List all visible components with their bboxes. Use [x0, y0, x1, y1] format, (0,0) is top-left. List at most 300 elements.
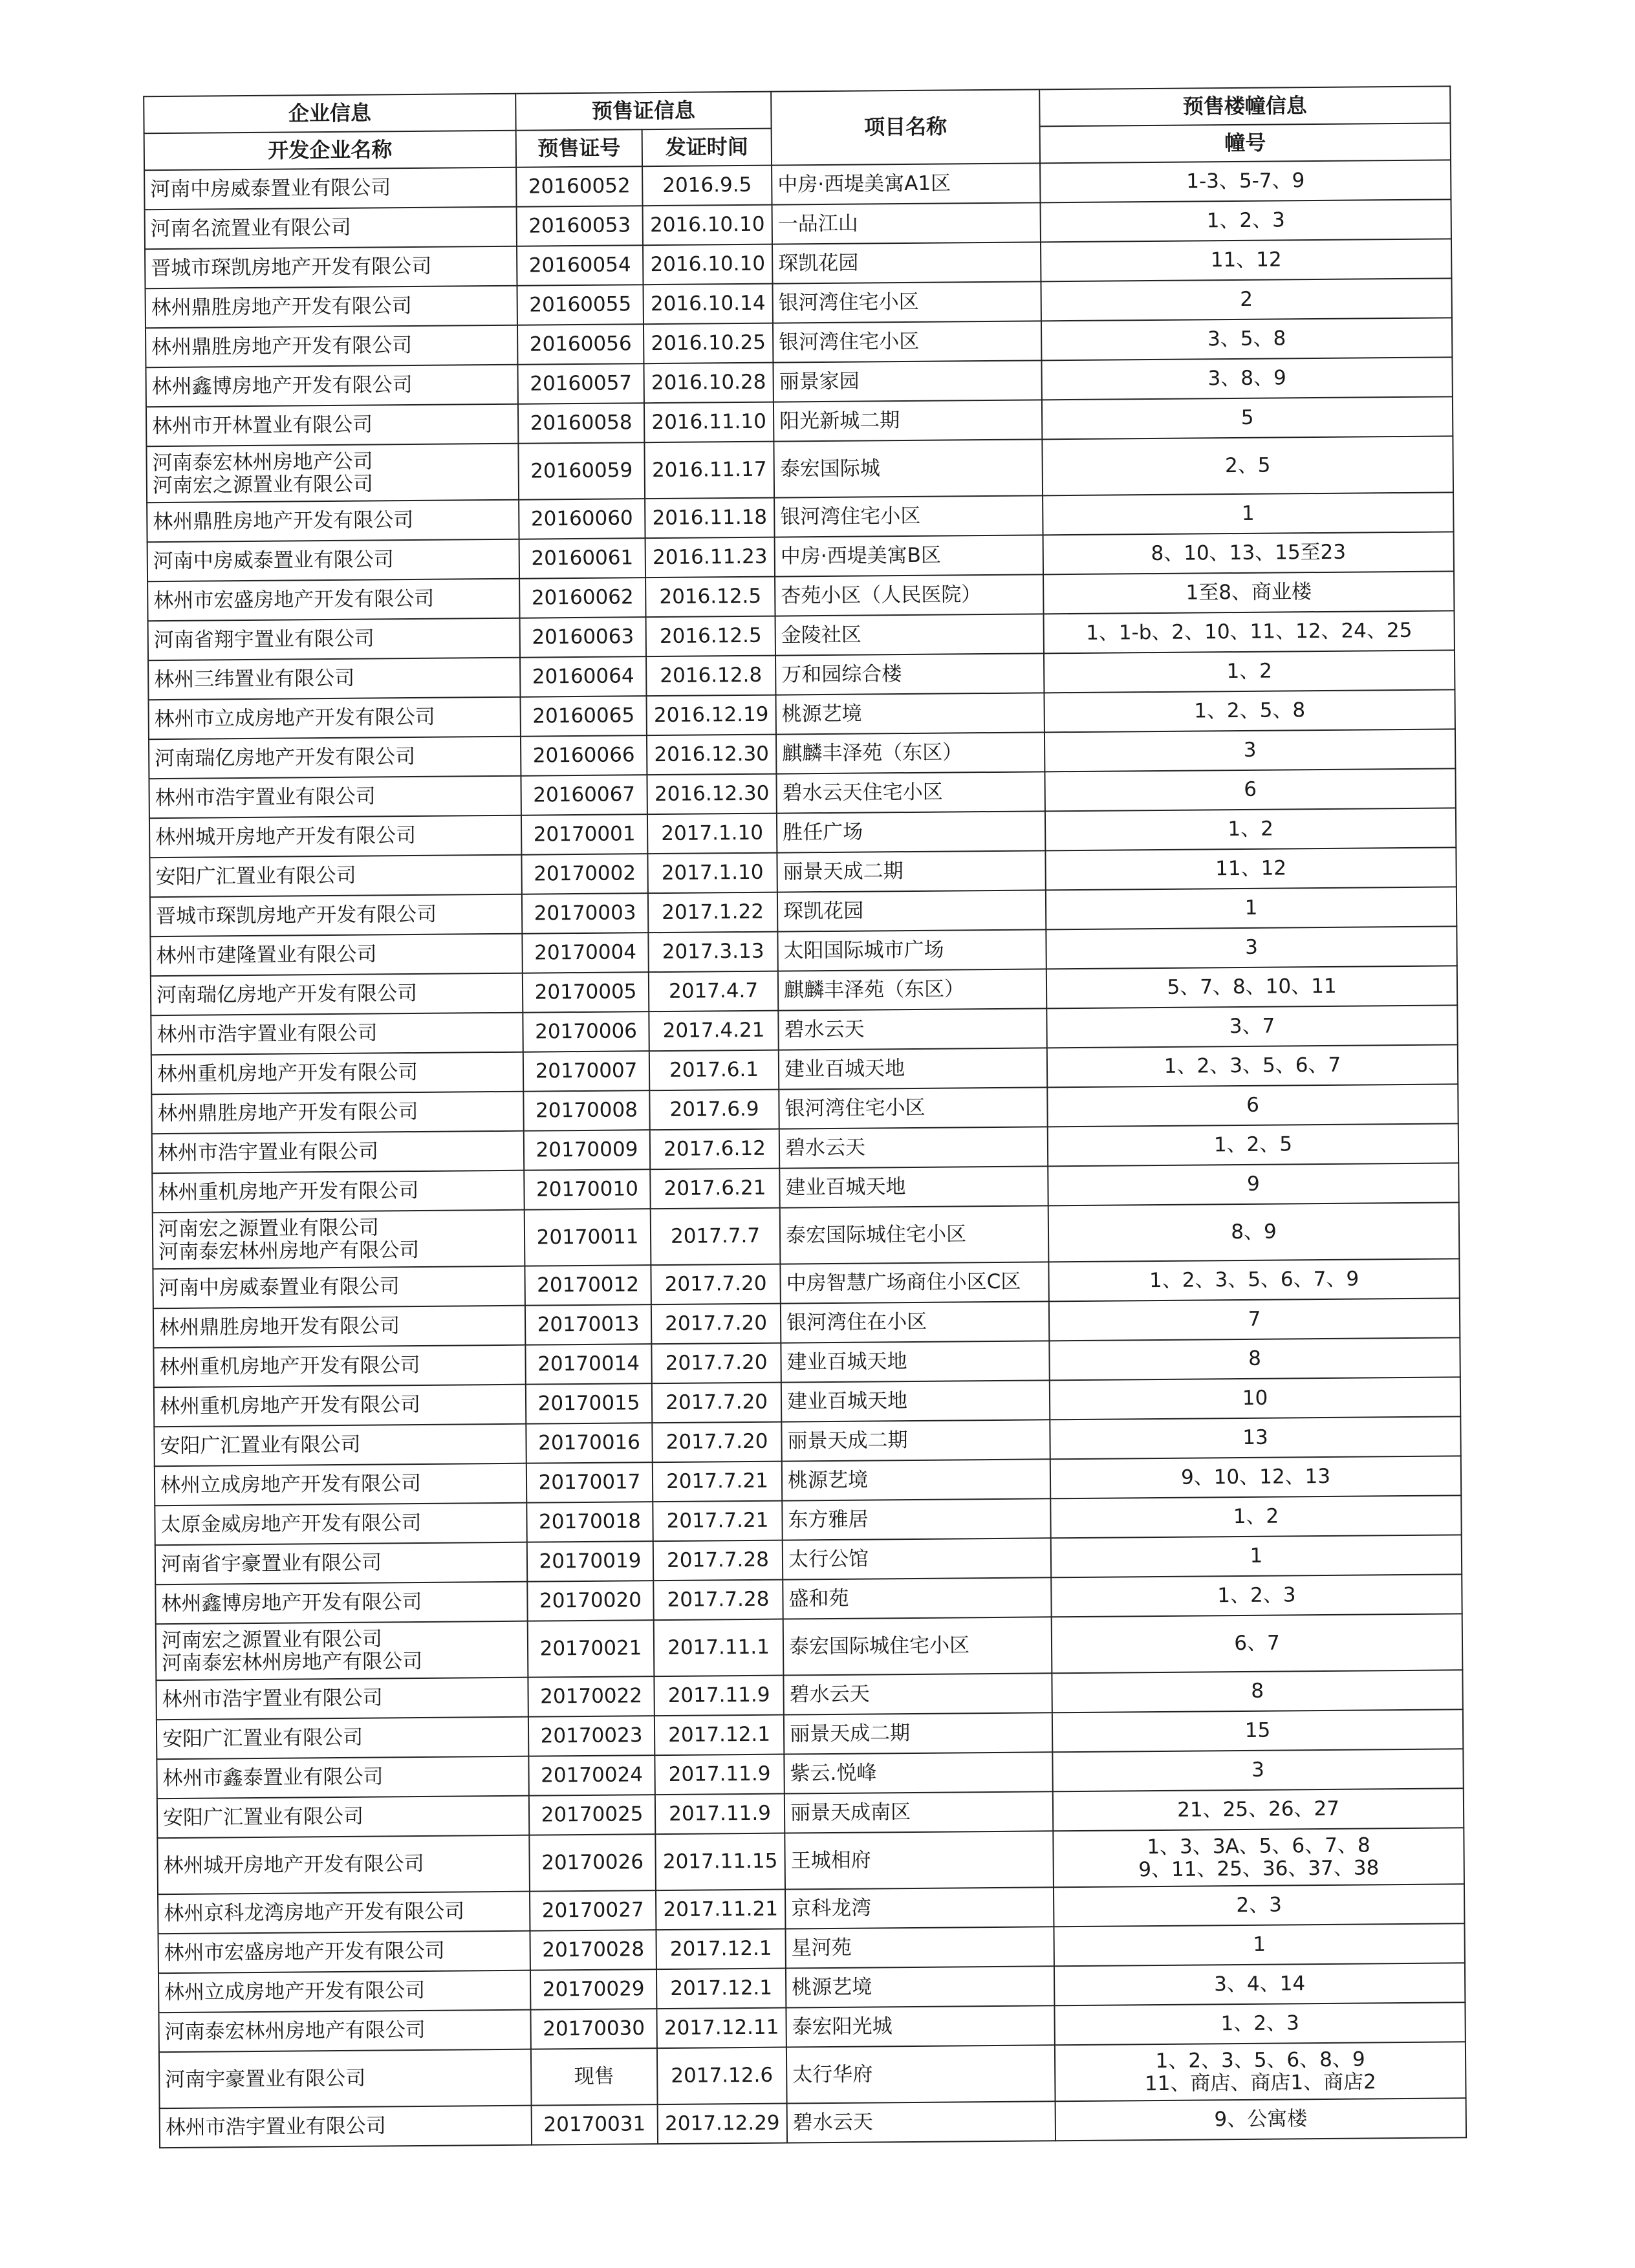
- header-issue-date: 发证时间: [642, 129, 772, 167]
- issue-date-cell: 2017.6.9: [649, 1090, 779, 1130]
- permit-no-cell: 20160061: [519, 538, 645, 579]
- project-name-cell: 一品江山: [772, 202, 1041, 244]
- developer-name: 河南省翔宇置业有限公司: [153, 627, 374, 653]
- table-row: [153, 1202, 1460, 1269]
- permit-no-cell: 20170020: [527, 1581, 653, 1621]
- building-numbers: 6: [1244, 777, 1257, 802]
- project-name-cell: 碧水云天住宅小区: [776, 772, 1045, 813]
- project-name-cell: 太阳国际城市广场: [777, 929, 1046, 971]
- developer-name: 林州市建隆置业有限公司: [156, 942, 377, 968]
- building-numbers: 3: [1243, 738, 1257, 762]
- building-no-cell: [1045, 847, 1456, 890]
- building-numbers: 8、9: [1231, 1220, 1277, 1244]
- building-no-cell: [1046, 1005, 1457, 1048]
- developer-name-cell: [160, 2106, 532, 2148]
- permit-no-cell: 20170008: [523, 1090, 649, 1131]
- building-numbers: 6: [1246, 1093, 1259, 1118]
- permit-no-cell: 20170012: [525, 1265, 651, 1306]
- permit-no-cell: 20160064: [520, 656, 646, 697]
- developer-name-cell: [149, 776, 521, 819]
- developer-name: 林州重机房地产开发有限公司: [159, 1354, 420, 1379]
- developer-name-cell: [155, 1463, 526, 1506]
- building-numbers: 1、2: [1226, 659, 1273, 684]
- building-numbers: 3、7: [1229, 1014, 1275, 1039]
- header-presale-info: 预售证信息: [515, 92, 771, 131]
- developer-name-cell: [151, 1092, 523, 1134]
- developer-name: 林州三纬置业有限公司: [154, 666, 355, 692]
- project-name-cell: 星河苑: [785, 1927, 1054, 1968]
- permit-no-cell: 20170029: [530, 1969, 656, 2010]
- issue-date-cell: 2017.1.22: [648, 892, 777, 933]
- project-name-cell: 建业百城天地: [781, 1341, 1049, 1382]
- developer-name: 林州市宏盛房地产开发有限公司: [153, 587, 435, 613]
- building-no-cell: [1054, 1923, 1464, 1966]
- developer-name: 林州立成房地产开发有限公司: [164, 1979, 426, 2005]
- developer-name: 河南省宇豪置业有限公司: [160, 1551, 382, 1577]
- developer-name: 河南中房威泰置业有限公司: [153, 548, 394, 574]
- developer-name-cell: [155, 1542, 527, 1585]
- building-numbers: 1、2、3: [1220, 2011, 1299, 2036]
- permit-no-cell: 20170010: [524, 1169, 650, 1210]
- building-no-cell: [1045, 729, 1455, 772]
- building-no-cell: [1048, 1123, 1458, 1166]
- building-no-cell: [1043, 492, 1453, 535]
- developer-name-cell: [153, 1210, 525, 1269]
- building-no-cell: [1054, 1963, 1465, 2005]
- permit-no-cell: 20160060: [519, 499, 645, 539]
- permit-no-cell: 20160063: [520, 617, 646, 658]
- developer-name: 河南泰宏林州房地产有限公司: [158, 1238, 420, 1264]
- developer-name: 林州重机房地产开发有限公司: [158, 1179, 419, 1205]
- project-name-cell: 太行华府: [786, 2045, 1056, 2103]
- building-numbers: 1: [1253, 1932, 1266, 1957]
- permit-no-cell: 20170023: [528, 1716, 655, 1756]
- issue-date-cell: 2016.12.8: [646, 656, 775, 697]
- building-no-cell: [1052, 1670, 1462, 1712]
- building-no-cell: [1044, 689, 1455, 732]
- building-no-cell: [1052, 1709, 1463, 1752]
- building-numbers: 3、5、8: [1207, 327, 1286, 351]
- building-no-cell: [1052, 1749, 1463, 1791]
- permit-no-cell: 20160066: [521, 735, 647, 776]
- issue-date-cell: 2016.10.10: [643, 244, 772, 285]
- building-numbers: 2: [1240, 287, 1253, 312]
- issue-date-cell: 2017.7.20: [651, 1343, 781, 1384]
- project-name-cell: 中房·西堤美寓A1区: [772, 163, 1040, 204]
- project-name-cell: 琛凯花园: [772, 242, 1041, 283]
- developer-name: 林州市浩宇置业有限公司: [155, 784, 376, 810]
- building-numbers: 1至8、商业楼: [1186, 580, 1312, 605]
- issue-date-cell: 2017.6.12: [650, 1129, 779, 1170]
- permit-no-cell: 20170013: [525, 1304, 651, 1345]
- issue-date-cell: 2017.4.7: [649, 971, 778, 1012]
- issue-date-cell: 2017.7.20: [651, 1304, 781, 1345]
- permit-no-cell: 20170024: [528, 1755, 655, 1796]
- building-no-cell: [1041, 199, 1451, 242]
- building-numbers: 1、2、3、5、6、7: [1164, 1053, 1341, 1079]
- issue-date-cell: 2017.1.10: [647, 853, 777, 894]
- developer-name: 林州鑫博房地产开发有限公司: [151, 373, 413, 399]
- project-name-cell: 银河湾住在小区: [781, 1301, 1049, 1343]
- developer-name-cell: [147, 539, 519, 582]
- permit-no-cell: 20160054: [517, 245, 643, 286]
- developer-name-cell: [156, 1678, 528, 1720]
- permit-no-cell: 20170018: [526, 1502, 653, 1542]
- building-numbers: 10: [1242, 1386, 1268, 1410]
- project-name-cell: 万和园综合楼: [775, 653, 1044, 695]
- building-numbers: 9、公寓楼: [1214, 2107, 1308, 2132]
- permit-no-cell: 20170014: [525, 1344, 651, 1385]
- issue-date-cell: 2017.12.29: [658, 2104, 787, 2144]
- developer-name: 河南泰宏林州房地产公司: [152, 449, 373, 475]
- building-no-cell: [1046, 926, 1456, 969]
- developer-name-cell: [155, 1582, 527, 1625]
- project-name-cell: 丽景天成二期: [777, 850, 1045, 892]
- permit-no-cell: 20160052: [516, 166, 642, 207]
- project-name-cell: 碧水云天: [778, 1008, 1046, 1050]
- building-no-cell: [1043, 532, 1454, 574]
- issue-date-cell: 2017.12.1: [655, 1715, 784, 1756]
- issue-date-cell: 2017.6.21: [650, 1169, 779, 1209]
- developer-name: 晋城市琛凯房地产开发有限公司: [155, 902, 437, 929]
- permit-no-cell: 20170021: [528, 1620, 655, 1678]
- header-permit-no: 预售证号: [516, 129, 642, 167]
- developer-name-cell: [146, 404, 518, 447]
- project-name-cell: 金陵社区: [775, 614, 1044, 655]
- issue-date-cell: 2017.4.21: [649, 1011, 778, 1052]
- developer-name-cell: [154, 1424, 526, 1467]
- developer-name: 林州鼎胜房地产开发有限公司: [157, 1100, 418, 1126]
- building-no-cell: [1055, 2042, 1466, 2101]
- developer-name: 河南宇豪置业有限公司: [165, 2066, 366, 2092]
- project-name-cell: 阳光新城二期: [774, 400, 1042, 441]
- project-name-cell: 丽景家园: [773, 360, 1041, 402]
- issue-date-cell: 2017.12.6: [657, 2047, 787, 2105]
- project-name-cell: 泰宏国际城住宅小区: [780, 1205, 1049, 1264]
- developer-name-cell: [151, 1013, 523, 1055]
- permit-no-cell: 20170002: [521, 854, 647, 894]
- building-numbers: 1-3、5-7、9: [1186, 169, 1305, 193]
- developer-name-cell: [152, 1171, 524, 1213]
- permit-no-cell: 20170026: [529, 1834, 656, 1892]
- permit-no-cell: 20170016: [526, 1423, 652, 1463]
- developer-name: 河南宏之源置业有限公司: [158, 1216, 380, 1241]
- developer-name-cell: [152, 1131, 524, 1174]
- project-name-cell: 胜任广场: [777, 811, 1045, 852]
- building-no-cell: [1050, 1416, 1460, 1459]
- building-numbers: 5、7、8、10、11: [1167, 974, 1337, 1000]
- building-numbers: 1、2、5: [1213, 1132, 1293, 1157]
- building-no-cell: [1042, 436, 1453, 495]
- building-no-cell: [1048, 1163, 1458, 1205]
- project-name-cell: 泰宏国际城: [774, 439, 1043, 497]
- issue-date-cell: 2017.11.15: [655, 1833, 785, 1891]
- issue-date-cell: 2017.7.20: [651, 1264, 780, 1305]
- developer-name-cell: [153, 1306, 525, 1348]
- building-no-cell: [1042, 396, 1453, 439]
- developer-name: 河南名流置业有限公司: [150, 215, 351, 241]
- building-numbers: 8、10、13、15至23: [1151, 540, 1347, 566]
- developer-name-cell: [158, 1892, 530, 1934]
- project-name-cell: 杏苑小区（人民医院）: [775, 574, 1043, 616]
- developer-name: 河南宏之源置业有限公司: [161, 1627, 383, 1652]
- issue-date-cell: 2017.11.9: [655, 1755, 784, 1795]
- developer-name: 太原金威房地产开发有限公司: [160, 1511, 422, 1537]
- building-numbers: 21、25、26、27: [1177, 1797, 1340, 1822]
- developer-name-cell: [157, 1835, 530, 1895]
- developer-name: 晋城市琛凯房地产开发有限公司: [151, 254, 432, 281]
- building-no-cell: [1053, 1788, 1464, 1831]
- issue-date-cell: 2016.10.14: [643, 284, 772, 325]
- permit-no-cell: 20170006: [523, 1011, 649, 1052]
- building-numbers: 1、2、3、5、6、7、9: [1149, 1267, 1359, 1293]
- developer-name-cell: [145, 207, 517, 250]
- developer-name-cell: [155, 1503, 526, 1546]
- building-no-cell: [1046, 966, 1457, 1008]
- developer-name-cell: [146, 365, 517, 407]
- project-name-cell: 京科龙湾: [785, 1887, 1054, 1928]
- developer-name-cell: [151, 973, 523, 1016]
- building-no-cell: [1040, 160, 1451, 202]
- building-no-cell: [1050, 1495, 1461, 1538]
- issue-date-cell: 2017.11.1: [654, 1619, 784, 1677]
- project-name-cell: 丽景天成南区: [785, 1791, 1053, 1833]
- project-name-cell: 碧水云天: [783, 1673, 1052, 1714]
- issue-date-cell: 2016.12.30: [647, 774, 776, 815]
- building-numbers: 3、8、9: [1207, 366, 1286, 391]
- permit-no-cell: 20170019: [527, 1541, 653, 1582]
- issue-date-cell: 2017.1.10: [647, 814, 777, 854]
- table-row: [156, 1614, 1463, 1680]
- issue-date-cell: 2016.11.10: [644, 402, 774, 443]
- permit-no-cell: 20170025: [529, 1795, 655, 1835]
- table-row: [146, 436, 1453, 502]
- developer-name: 林州市鑫泰置业有限公司: [162, 1765, 384, 1791]
- building-numbers: 5: [1240, 405, 1254, 430]
- project-name-cell: 中房智慧广场商住小区C区: [780, 1262, 1048, 1303]
- project-name-cell: 建业百城天地: [781, 1380, 1050, 1421]
- developer-name-cell: [148, 658, 520, 700]
- developer-name-cell: [147, 500, 519, 543]
- project-name-cell: 王城相府: [785, 1831, 1054, 1889]
- permit-no-cell: 20170028: [530, 1930, 656, 1971]
- developer-name-cell: [145, 246, 517, 289]
- building-numbers: 9、10、12、13: [1180, 1465, 1331, 1489]
- developer-name-cell: [149, 815, 521, 858]
- developer-name-cell: [157, 1717, 528, 1760]
- building-no-cell: [1054, 1884, 1464, 1927]
- project-name-cell: 桃源艺境: [782, 1459, 1050, 1500]
- developer-name: 林州京科龙湾房地产开发有限公司: [164, 1899, 465, 1926]
- permit-no-cell: 20160065: [520, 696, 646, 737]
- building-no-cell: [1049, 1337, 1460, 1380]
- developer-name: 林州城开房地产开发有限公司: [155, 824, 417, 850]
- developer-name-cell: [153, 1345, 525, 1388]
- permit-no-cell: 20160059: [518, 442, 645, 500]
- developer-name-cell: [150, 894, 522, 937]
- building-no-cell: [1044, 650, 1455, 693]
- building-numbers: 2、5: [1224, 453, 1271, 478]
- building-numbers: 1、1-b、2、10、11、12、24、25: [1085, 619, 1413, 645]
- developer-name: 河南泰宏林州房地产有限公司: [164, 2018, 426, 2044]
- building-numbers: 13: [1242, 1425, 1268, 1450]
- project-name-cell: 银河湾住宅小区: [779, 1087, 1047, 1129]
- issue-date-cell: 2017.7.21: [653, 1462, 782, 1502]
- issue-date-cell: 2017.7.7: [651, 1208, 781, 1266]
- developer-name-cell: [146, 286, 517, 329]
- issue-date-cell: 2016.11.17: [644, 442, 774, 499]
- developer-name-cell: [149, 855, 521, 898]
- building-numbers: 11、商店、商店1、商店2: [1144, 2069, 1376, 2095]
- building-no-cell: [1047, 1044, 1458, 1087]
- permit-no-cell: 20170011: [525, 1209, 651, 1266]
- developer-name: 林州市宏盛房地产开发有限公司: [164, 1939, 445, 1965]
- issue-date-cell: 2016.11.18: [645, 498, 774, 539]
- project-name-cell: 丽景天成二期: [781, 1420, 1050, 1461]
- building-no-cell: [1043, 571, 1454, 614]
- developer-name: 林州立成房地产开发有限公司: [160, 1472, 422, 1498]
- building-numbers: 2、3: [1236, 1893, 1283, 1917]
- project-name-cell: 银河湾住宅小区: [774, 495, 1043, 537]
- developer-name-cell: [154, 1385, 526, 1427]
- permit-no-cell: 20170003: [522, 893, 648, 934]
- project-name-cell: 建业百城天地: [779, 1166, 1048, 1207]
- project-name-cell: 银河湾住宅小区: [773, 321, 1041, 362]
- permit-no-cell: 20160056: [517, 324, 644, 365]
- developer-name: 林州鼎胜房地产开发有限公司: [151, 334, 413, 360]
- building-no-cell: [1048, 1258, 1459, 1301]
- issue-date-cell: 2017.7.28: [653, 1540, 783, 1581]
- building-numbers: 11、12: [1215, 856, 1287, 881]
- developer-name-cell: [148, 618, 520, 661]
- building-numbers: 15: [1244, 1718, 1271, 1743]
- developer-name: 河南泰宏林州房地产有限公司: [162, 1649, 423, 1675]
- developer-name: 林州市开林置业有限公司: [152, 413, 373, 438]
- developer-name-cell: [158, 2010, 530, 2053]
- issue-date-cell: 2017.12.1: [656, 1969, 786, 2009]
- building-numbers: 6、7: [1234, 1631, 1280, 1656]
- issue-date-cell: 2016.11.23: [645, 537, 775, 578]
- developer-name: 河南中房威泰置业有限公司: [158, 1275, 400, 1301]
- developer-name: 林州市浩宇置业有限公司: [165, 2114, 386, 2140]
- developer-name: 河南瑞亿房地产开发有限公司: [156, 982, 418, 1008]
- developer-name-cell: [150, 934, 522, 977]
- building-no-cell: [1050, 1377, 1460, 1420]
- project-name-cell: 银河湾住宅小区: [772, 281, 1041, 323]
- header-enterprise-info: 企业信息: [144, 94, 515, 134]
- permit-no-cell: 20170001: [521, 814, 647, 855]
- project-name-cell: 桃源艺境: [775, 693, 1044, 734]
- developer-name-cell: [157, 1796, 529, 1839]
- building-numbers: 3: [1251, 1758, 1265, 1782]
- building-numbers: 11、12: [1210, 248, 1282, 272]
- building-numbers: 1、2: [1233, 1504, 1279, 1529]
- building-no-cell: [1048, 1202, 1460, 1262]
- building-no-cell: [1053, 1828, 1464, 1887]
- building-no-cell: [1049, 1298, 1460, 1341]
- issue-date-cell: 2016.9.5: [642, 166, 772, 206]
- developer-name: 安阳广汇置业有限公司: [162, 1725, 363, 1751]
- issue-date-cell: 2016.12.30: [647, 735, 776, 775]
- issue-date-cell: 2017.12.1: [656, 1929, 785, 1970]
- developer-name-cell: [158, 1971, 530, 2013]
- table-row: [159, 2042, 1466, 2108]
- project-name-cell: 麒麟丰泽苑（东区）: [776, 732, 1045, 773]
- building-numbers: 9、11、25、36、37、38: [1138, 1855, 1380, 1881]
- building-no-cell: [1056, 2098, 1466, 2141]
- issue-date-cell: 2016.10.25: [644, 323, 773, 364]
- issue-date-cell: 2017.11.9: [654, 1676, 783, 1716]
- presale-permit-table: [143, 85, 1467, 2148]
- building-numbers: 1: [1241, 501, 1255, 526]
- building-no-cell: [1041, 357, 1452, 400]
- developer-name: 安阳广汇置业有限公司: [162, 1804, 364, 1830]
- building-numbers: 8: [1248, 1346, 1262, 1371]
- project-name-cell: 麒麟丰泽苑（东区）: [778, 969, 1046, 1010]
- permit-no-cell: 20160067: [521, 775, 647, 815]
- permit-no-cell: 20160053: [517, 206, 643, 246]
- building-no-cell: [1046, 887, 1456, 929]
- building-numbers: 1、2、3: [1217, 1583, 1296, 1608]
- issue-date-cell: 2017.7.21: [653, 1501, 782, 1542]
- header-building-no: 幢号: [1040, 123, 1451, 163]
- building-numbers: 1、2、3: [1206, 208, 1285, 233]
- permit-no-cell: 现售: [531, 2048, 658, 2106]
- issue-date-cell: 2016.10.10: [643, 205, 772, 246]
- building-numbers: 3: [1245, 935, 1259, 960]
- permit-no-cell: 20170030: [530, 2009, 656, 2049]
- permit-no-cell: 20170005: [523, 972, 649, 1013]
- developer-name-cell: [157, 1756, 528, 1799]
- developer-name: 林州鼎胜房地产开发有限公司: [151, 294, 412, 320]
- building-no-cell: [1047, 1084, 1458, 1127]
- permit-no-cell: 20160062: [519, 578, 645, 618]
- developer-name: 河南中房威泰置业有限公司: [150, 176, 391, 202]
- header-developer-name: 开发企业名称: [144, 131, 516, 171]
- permit-no-cell: 20170015: [526, 1383, 652, 1424]
- project-name-cell: 东方雅居: [782, 1498, 1050, 1540]
- issue-date-cell: 2017.11.21: [656, 1890, 785, 1930]
- issue-date-cell: 2017.7.20: [652, 1383, 781, 1423]
- table-header: [144, 86, 1451, 170]
- issue-date-cell: 2017.7.28: [653, 1580, 783, 1621]
- issue-date-cell: 2016.12.5: [645, 577, 775, 618]
- developer-name-cell: [151, 1052, 523, 1095]
- developer-name: 林州鑫博房地产开发有限公司: [161, 1590, 422, 1616]
- building-numbers: 3、4、14: [1214, 1972, 1306, 1996]
- developer-name: 安阳广汇置业有限公司: [160, 1432, 361, 1458]
- building-no-cell: [1045, 768, 1455, 811]
- permit-no-cell: 20160055: [517, 285, 643, 325]
- project-name-cell: 碧水云天: [779, 1127, 1048, 1168]
- issue-date-cell: 2016.12.19: [646, 695, 775, 736]
- permit-no-cell: 20160058: [518, 403, 644, 444]
- building-numbers: 1: [1250, 1544, 1263, 1568]
- developer-name-cell: [146, 444, 519, 503]
- building-numbers: 9: [1246, 1172, 1260, 1196]
- project-name-cell: 泰宏阳光城: [786, 2005, 1054, 2047]
- issue-date-cell: 2017.12.11: [656, 2008, 786, 2049]
- developer-name: 林州鼎胜房地产开发有限公司: [153, 508, 414, 534]
- issue-date-cell: 2017.3.13: [648, 932, 777, 973]
- issue-date-cell: 2017.11.9: [655, 1794, 785, 1835]
- building-no-cell: [1051, 1535, 1462, 1577]
- developer-name-cell: [159, 2049, 532, 2109]
- building-no-cell: [1052, 1614, 1463, 1673]
- developer-name: 林州城开房地产开发有限公司: [163, 1852, 424, 1878]
- issue-date-cell: 2017.7.20: [652, 1422, 781, 1463]
- project-name-cell: 太行公馆: [783, 1538, 1051, 1579]
